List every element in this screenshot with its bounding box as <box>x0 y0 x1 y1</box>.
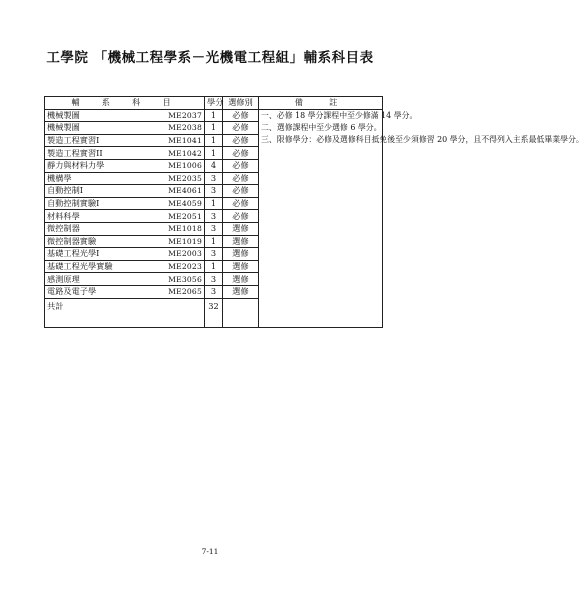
course-code: ME1041 <box>168 136 202 146</box>
course-cell <box>45 222 205 235</box>
course-cell <box>45 122 205 135</box>
course-cell <box>45 210 205 223</box>
course-credits: 1 <box>205 134 223 147</box>
course-credits: 3 <box>205 222 223 235</box>
course-type: 選修 <box>223 222 259 235</box>
course-cell <box>45 260 205 273</box>
course-type: 必修 <box>223 147 259 160</box>
note-item <box>261 134 584 145</box>
course-type: 必修 <box>223 159 259 172</box>
course-code: ME2035 <box>168 173 202 183</box>
course-name: 機械製圖 <box>47 122 80 133</box>
course-code: ME2065 <box>168 287 202 297</box>
course-name: 微控制器 <box>47 223 80 234</box>
course-name: 靜力與材料力學 <box>47 160 105 171</box>
course-code: ME2023 <box>168 262 202 272</box>
header-type: 選修別 <box>223 97 259 110</box>
course-list <box>45 109 584 327</box>
course-credits: 1 <box>205 109 223 122</box>
total-label: 共計 <box>45 298 205 327</box>
total-type-empty <box>223 298 259 327</box>
notes-cell <box>259 109 584 327</box>
note-text: 選修課程中至少選修 6 學分。 <box>276 122 382 132</box>
minor-course-table <box>44 96 584 328</box>
course-credits: 1 <box>205 197 223 210</box>
page-number: 7-11 <box>201 547 219 556</box>
header-notes: 備 註 <box>259 97 383 110</box>
course-code: ME1006 <box>168 161 202 171</box>
course-name: 基礎工程光學實驗 <box>47 261 113 272</box>
course-type: 選修 <box>223 235 259 248</box>
course-cell <box>45 172 205 185</box>
course-credits: 1 <box>205 147 223 160</box>
course-credits: 1 <box>205 122 223 135</box>
course-code: ME2037 <box>168 110 202 120</box>
course-cell <box>45 285 205 298</box>
course-type: 必修 <box>223 134 259 147</box>
course-cell <box>45 159 205 172</box>
table-row <box>45 109 383 122</box>
course-code: ME4061 <box>168 186 202 196</box>
course-name: 微控制器實驗 <box>47 235 97 246</box>
course-name: 電路及電子學 <box>47 286 97 297</box>
course-type: 選修 <box>223 285 259 298</box>
course-code: ME4059 <box>168 199 202 209</box>
course-credits: 3 <box>205 172 223 185</box>
table-header-row <box>45 97 383 110</box>
course-name: 製造工程實習II <box>47 147 103 158</box>
course-code: ME1019 <box>168 236 202 246</box>
course-type: 必修 <box>223 185 259 198</box>
course-credits: 3 <box>205 210 223 223</box>
note-number: 一、 <box>261 110 277 120</box>
course-name: 基礎工程光學Ⅰ <box>47 248 100 259</box>
course-credits: 1 <box>205 235 223 248</box>
course-credits: 3 <box>205 248 223 261</box>
course-type: 必修 <box>223 197 259 210</box>
course-credits: 4 <box>205 159 223 172</box>
course-code: ME3056 <box>168 274 202 284</box>
note-text: 必修 18 學分課程中至少修滿 14 學分。 <box>276 110 418 120</box>
course-credits: 3 <box>205 185 223 198</box>
course-cell <box>45 185 205 198</box>
course-name: 自動控制實驗Ⅰ <box>47 198 100 209</box>
note-number: 三、 <box>261 134 277 144</box>
page-title: 工學院 「機械工程學系－光機電工程組」輔系科目表 <box>46 50 374 66</box>
course-credits: 3 <box>205 273 223 286</box>
course-cell <box>45 248 205 261</box>
note-item <box>261 122 380 133</box>
course-credits: 3 <box>205 285 223 298</box>
course-cell <box>45 147 205 160</box>
course-name: 機械製圖 <box>47 109 80 120</box>
course-cell <box>45 109 205 122</box>
course-name: 機構學 <box>47 172 72 183</box>
course-type: 必修 <box>223 210 259 223</box>
course-type: 選修 <box>223 260 259 273</box>
course-cell <box>45 273 205 286</box>
course-cell <box>45 235 205 248</box>
header-credits: 學分 <box>205 97 223 110</box>
course-name: 製造工程實習Ⅰ <box>47 135 100 146</box>
course-code: ME1042 <box>168 148 202 158</box>
course-code: ME2003 <box>168 249 202 259</box>
course-type: 選修 <box>223 273 259 286</box>
course-code: ME1018 <box>168 224 202 234</box>
note-text: 限修學分：必修及選修科目抵免後至少須修習 20 學分，且不得列入主系最低畢業學分。 <box>276 134 584 144</box>
total-credits: 32 <box>205 298 223 327</box>
course-type: 必修 <box>223 172 259 185</box>
note-number: 二、 <box>261 122 277 132</box>
course-name: 材料科學 <box>47 210 80 221</box>
course-type: 必修 <box>223 109 259 122</box>
course-cell <box>45 197 205 210</box>
course-type: 必修 <box>223 122 259 135</box>
course-name: 自動控制Ⅰ <box>47 185 83 196</box>
note-item <box>261 110 418 121</box>
course-credits: 1 <box>205 260 223 273</box>
header-course: 輔 系 科 目 <box>45 97 205 110</box>
course-code: ME2038 <box>168 123 202 133</box>
course-type: 選修 <box>223 248 259 261</box>
course-code: ME2051 <box>168 211 202 221</box>
course-name: 感測原理 <box>47 273 80 284</box>
course-cell <box>45 134 205 147</box>
